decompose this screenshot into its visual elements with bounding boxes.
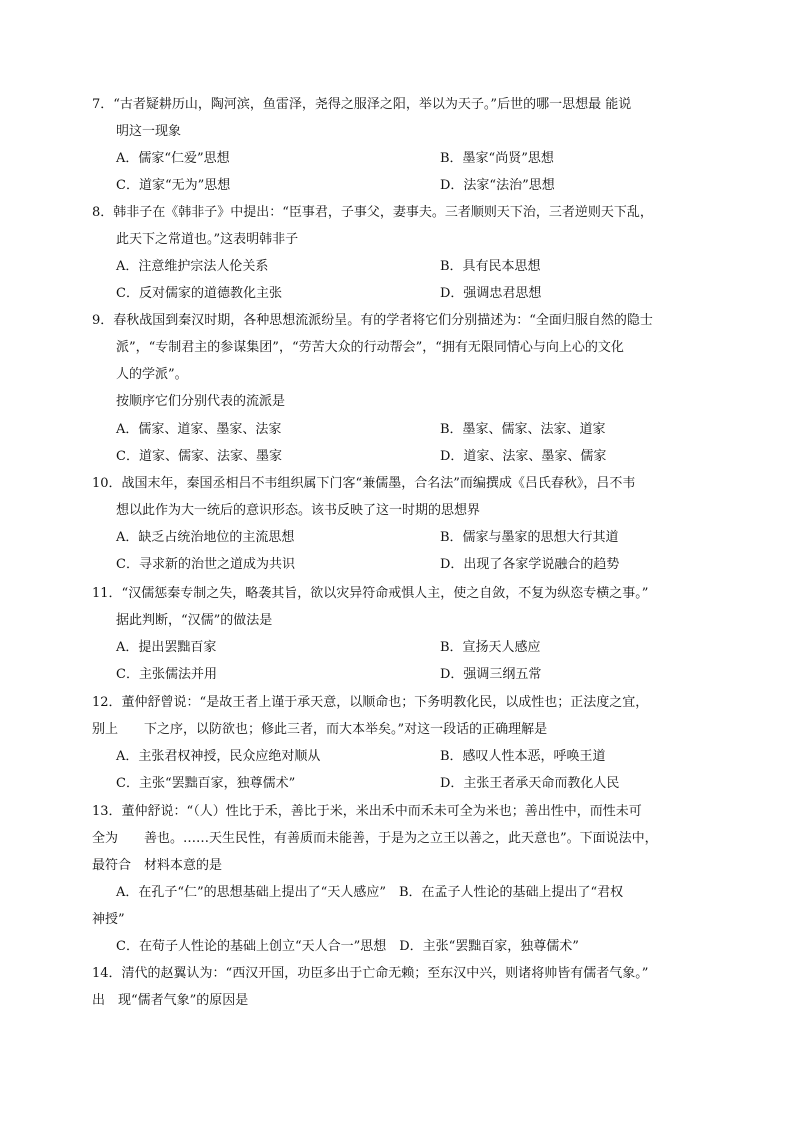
question-13-options: [92, 879, 712, 960]
option-b[interactable]: B．儒家与墨家的思想大行其道: [440, 530, 619, 545]
stem-line: 13．董仲舒说：“（人）性比于禾，善比于米，米出禾中而禾未可全为米也；善出性中，而性未可: [92, 804, 642, 819]
option-line-ab[interactable]: A．在孔子“仁”的思想基础上提出了“天人感应” B．在孟子人性论的基础上提出了“君权: [116, 885, 624, 900]
question-10-stem: [92, 470, 712, 524]
stem-line: 别上 下之序，以防欲也；修此三者，而大本举矣。”对这一段话的正确理解是: [92, 722, 548, 737]
question-13-stem: [92, 798, 712, 879]
stem-line: 14．清代的赵翼认为：“西汉开国，功臣多出于亡命无赖；至东汉中兴，则诸将帅皆有儒者气象。”: [92, 966, 649, 981]
option-a[interactable]: A．儒家“仁爱”思想: [116, 151, 230, 166]
question-9-stem: [92, 307, 712, 415]
option-c[interactable]: C．道家、儒家、法家、墨家: [116, 449, 282, 464]
option-d[interactable]: D．强调三纲五常: [440, 667, 542, 682]
stem-line: 全为 善也。……天生民性，有善质而未能善，于是为之立王以善之，此天意也”。下面说法中，: [92, 831, 658, 846]
question-11-options: [116, 634, 676, 688]
question-12-options: [116, 743, 676, 797]
option-c[interactable]: C．道家“无为”思想: [116, 178, 231, 193]
option-d[interactable]: D．出现了各家学说融合的趋势: [440, 557, 620, 572]
stem-line: 9．春秋战国到秦汉时期，各种思想流派纷呈。有的学者将它们分别描述为：“全面归服自然的隐士: [92, 313, 653, 328]
option-d[interactable]: D．主张王者承天命而教化人民: [440, 776, 620, 791]
stem-line: 人的学派”。: [116, 367, 188, 382]
stem-line: 7．“古者疑耕历山，陶河滨，鱼雷泽，尧得之服泽之阳，举以为天子。”后世的哪一思想最 能说: [92, 97, 632, 112]
option-a[interactable]: A．提出罢黜百家: [116, 640, 217, 655]
option-c[interactable]: C．寻求新的治世之道成为共识: [116, 557, 295, 572]
stem-line: 据此判断，“汉儒”的做法是: [116, 613, 273, 628]
option-d[interactable]: D．道家、法家、墨家、儒家: [440, 449, 607, 464]
option-a[interactable]: A．儒家、道家、墨家、法家: [116, 422, 282, 437]
question-8-stem: [92, 199, 712, 253]
question-10-options: [116, 524, 676, 578]
option-c[interactable]: C．主张儒法并用: [116, 667, 217, 682]
stem-line: 派”，“专制君主的参谋集团”，“劳苦大众的行动帮会”，“拥有无限同情心与向上心的文化: [116, 340, 624, 355]
stem-line: 8．韩非子在《韩非子》中提出：“臣事君，子事父，妻事夫。三者顺则天下治，三者逆则天下乱，: [92, 205, 653, 220]
question-7-stem: [92, 91, 712, 145]
stem-line: 按顺序它们分别代表的流派是: [116, 394, 286, 409]
option-b[interactable]: B．墨家、儒家、法家、道家: [440, 422, 606, 437]
stem-line: 11．“汉儒惩秦专制之失，略袭其旨，欲以灾异符命戒惧人主，使之自敛，不复为纵恣专横之事。”: [92, 586, 649, 601]
stem-line: 想以此作为大一统后的意识形态。该书反映了这一时期的思想界: [116, 503, 481, 518]
option-c[interactable]: C．主张“罢黜百家，独尊儒术”: [116, 776, 296, 791]
question-9-options: [116, 416, 676, 470]
option-line-cd[interactable]: C．在荀子人性论的基础上创立“天人合一”思想 D．主张“罢黜百家，独尊儒术”: [116, 939, 579, 954]
option-d[interactable]: D．强调忠君思想: [440, 286, 542, 301]
question-7-options: [116, 145, 676, 199]
question-11-stem: [92, 580, 712, 634]
option-b[interactable]: B．感叹人性本恶，呼唤王道: [440, 749, 606, 764]
option-a[interactable]: A．主张君权神授，民众应绝对顺从: [116, 749, 321, 764]
option-d[interactable]: D．法家“法治”思想: [440, 178, 555, 193]
option-c[interactable]: C．反对儒家的道德教化主张: [116, 286, 282, 301]
option-a[interactable]: A．注意维护宗法人伦关系: [116, 259, 269, 274]
option-a[interactable]: A．缺乏占统治地位的主流思想: [116, 530, 295, 545]
option-b[interactable]: B．具有民本思想: [440, 259, 541, 274]
stem-line: 出 现“儒者气象”的原因是: [92, 993, 249, 1008]
option-b[interactable]: B．宣扬天人感应: [440, 640, 541, 655]
question-12-stem: [92, 689, 712, 743]
stem-line: 此天下之常道也。”这表明韩非子: [116, 232, 299, 247]
stem-line: 最符合 材料本意的是: [92, 858, 223, 873]
option-b[interactable]: B．墨家“尚贤”思想: [440, 151, 554, 166]
stem-line: 明这一现象: [116, 124, 182, 139]
stem-line: 12．董仲舒曾说：“是故王者上谨于承天意，以顺命也；下务明教化民，以成性也；正法度之宜，: [92, 695, 649, 710]
stem-line: 10．战国末年，秦国丞相吕不韦组织属下门客“兼儒墨，合名法”而编撰成《吕氏春秋》，吕不韦: [92, 476, 636, 491]
question-14-stem: [92, 960, 712, 1014]
option-line-b-cont[interactable]: 神授”: [92, 912, 125, 927]
question-8-options: [116, 253, 676, 307]
